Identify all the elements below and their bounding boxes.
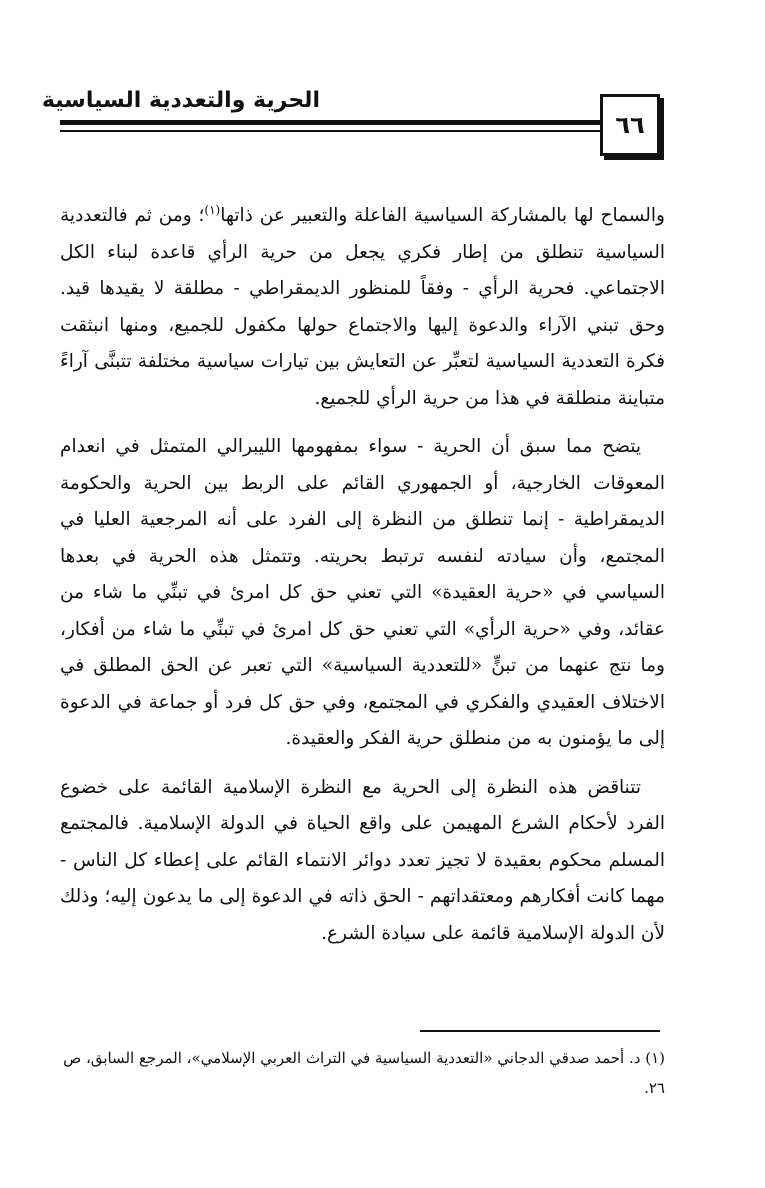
- header-rule-thin: [60, 130, 600, 132]
- body-text: [60, 198, 665, 952]
- footnote-line-2: ٢٦.: [644, 1079, 665, 1097]
- page-number-box: [600, 94, 660, 156]
- paragraph-1: [60, 198, 665, 417]
- paragraph-2: يتضح مما سبق أن الحرية - سواء بمفهومها الليبرالي المتمثل في انعدام المعوقات الخارجية، أو الجمهوري القائم على الربط بين الحرية والحكومة الديمقراطية - إنما تنطلق من النظرة إلى الفرد على أنه المرجعية العليا في المجتمع، وأن سيادته لنفسه ترتبط بحريته. وتتمثل هذه الحرية في بعدها السياسي في «حرية العقيدة» التي تعني حق كل امرئ في تبنِّي ما شاء من عقائد، وفي «حرية الرأي» التي تعني حق كل امرئ في تبنِّي ما شاء من أفكار، وما نتج عنهما من تبنٍّ «للتعددية السياسية» التي تعبر عن الحق المطلق في الاختلاف العقيدي والفكري في المجتمع، وفي حق كل فرد أو جماعة في الدعوة إلى ما يؤمنون به من منطلق حرية الفكر والعقيدة.: [60, 436, 665, 749]
- footnote-rule: [420, 1030, 660, 1032]
- footnote-line-1: (١) د. أحمد صدقي الدجاني «التعددية السياسية في التراث العربي الإسلامي»، المرجع السابق، ص: [63, 1049, 665, 1067]
- paragraph-1-start: والسماح لها بالمشاركة السياسية الفاعلة والتعبير عن ذاتها: [220, 205, 665, 226]
- page-number: ٦٦: [615, 111, 645, 139]
- footnote-marker: (١): [204, 202, 221, 217]
- header-rule-thick: [60, 120, 600, 125]
- paragraph-1-rest: ؛ ومن ثم فالتعددية السياسية تنطلق من إطار فكري يجعل من حرية الرأي قاعدة لبناء الكل الاجتماعي. فحرية الرأي - وفقاً للمنظور الديمقراطي - مطلقة لا يقيدها قيد. وحق تبني الآراء والدعوة إليها والاجتماع حولها مكفول للجميع، ومنها انبثقت فكرة التعددية السياسية لتعبِّر عن التعايش بين تيارات سياسية مختلفة تتبنَّى آراءً متباينة منطلقة في هذا من حرية الرأي للجميع.: [60, 205, 665, 409]
- running-title: الحرية والتعددية السياسية: [41, 88, 320, 113]
- footnote: [40, 1043, 665, 1103]
- paragraph-3: تتناقض هذه النظرة إلى الحرية مع النظرة الإسلامية القائمة على خضوع الفرد لأحكام الشرع المهيمن على واقع الحياة في الدولة الإسلامية. فالمجتمع المسلم محكوم بعقيدة لا تجيز تعدد دوائر الانتماء القائم على إعطاء كل الناس - مهما كانت أفكارهم ومعتقداتهم - الحق ذاته في الدعوة إلى ما يدعون إليه؛ وذلك لأن الدولة الإسلامية قائمة على سيادة الشرع.: [60, 776, 665, 944]
